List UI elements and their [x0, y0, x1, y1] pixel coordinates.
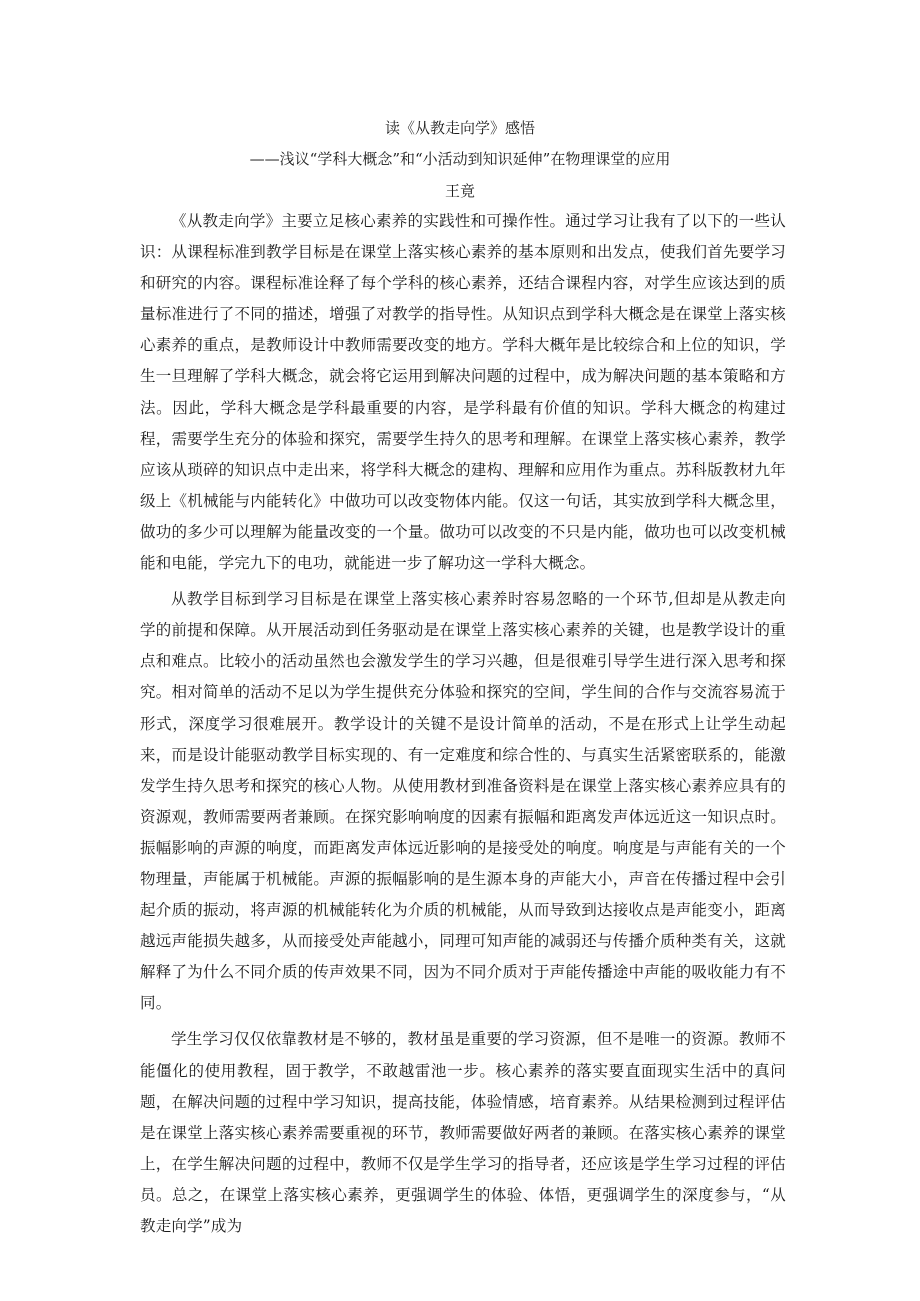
paragraph-1: 《从教走向学》主要立足核心素养的实践性和可操作性。通过学习让我有了以下的一些认识：从课程标准到教学目标是在课堂上落实核心素养的基本原则和出发点，使我们首先要学习和研究的内容。课程标准诠释了每个学科的核心素养，还结合课程内容，对学生应该达到的质量标准进行了不同的描述，增强了对教学的指导性。从知识点到学科大概念是在课堂上落实核心素养的重点，是教师设计中教师需要改变的地方。学科大概年是比较综合和上位的知识，学生一旦理解了学科大概念，就会将它运用到解决问题的过程中，成为解决问题的基本策略和方法。因此，学科大概念是学科最重要的内容，是学科最有价值的知识。学科大概念的构建过程，需要学生充分的体验和探究，需要学生持久的思考和理解。在课堂上落实核心素养，教学应该从琐碎的知识点中走出来，将学科大概念的建构、理解和应用作为重点。苏科版教材九年级上《机械能与内能转化》中做功可以改变物体内能。仅这一句话，其实放到学科大概念里，做功的多少可以理解为能量改变的一个量。做功可以改变的不只是内能，做功也可以改变机械能和电能，学完九下的电功，就能进一步了解功这一学科大概念。 — [140, 212, 786, 573]
document-author: 王竟 — [444, 182, 475, 200]
document-title: 读《从教走向学》感悟 — [384, 119, 535, 137]
paragraph-3: 学生学习仅仅依靠教材是不够的，教材虽是重要的学习资源，但不是唯一的资源。教师不能僵化的使用教程，固于教学，不敢越雷池一步。核心素养的落实要直面现实生活中的真问题，在解决问题的过程中学习知识，提高技能，体验情感，培育素养。从结果检测到过程评估是在课堂上落实核心素养需要重视的环节，教师需要做好两者的兼顾。在落实核心素养的课堂上，在学生解决问题的过程中，教师不仅是学生学习的指导者，还应该是学生学习过程的评估员。总之，在课堂上落实核心素养，更强调学生的体验、体悟，更强调学生的深度参与，“从教走向学”成为 — [140, 1030, 786, 1235]
document-subtitle: ——浅议“学科大概念”和“小活动到知识延伸”在物理课堂的应用 — [249, 150, 671, 168]
document-body — [140, 206, 786, 1247]
paragraph-2: 从教学目标到学习目标是在课堂上落实核心素养时容易忽略的一个环节,但却是从教走向学的前提和保障。从开展活动到任务驱动是在课堂上落实核心素养的关键，也是教学设计的重点和难点。比较小的活动虽然也会激发学生的学习兴趣，但是很难引导学生进行深入思考和探究。相对简单的活动不足以为学生提供充分体验和探究的空间，学生间的合作与交流容易流于形式，深度学习很难展开。教学设计的关键不是设计简单的活动，不是在形式上让学生动起来，而是设计能驱动教学目标实现的、有一定难度和综合性的、与真实生活紧密联系的，能激发学生持久思考和探究的核心人物。从使用教材到准备资料是在课堂上落实核心素养应具有的资源观，教师需要两者兼顾。在探究影响响度的因素有振幅和距离发声体远近这一知识点时。振幅影响的声源的响度，而距离发声体远近影响的是接受处的响度。响度是与声能有关的一个物理量，声能属于机械能。声源的振幅影响的是生源本身的声能大小，声音在传播过程中会引起介质的振动，将声源的机械能转化为介质的机械能，从而导致到达接收点是声能变小，距离越远声能损失越多，从而接受处声能越小，同理可知声能的减弱还与传播介质种类有关，这就解释了为什么不同介质的传声效果不同，因为不同介质对于声能传播途中声能的吸收能力有不同。 — [140, 590, 786, 1013]
